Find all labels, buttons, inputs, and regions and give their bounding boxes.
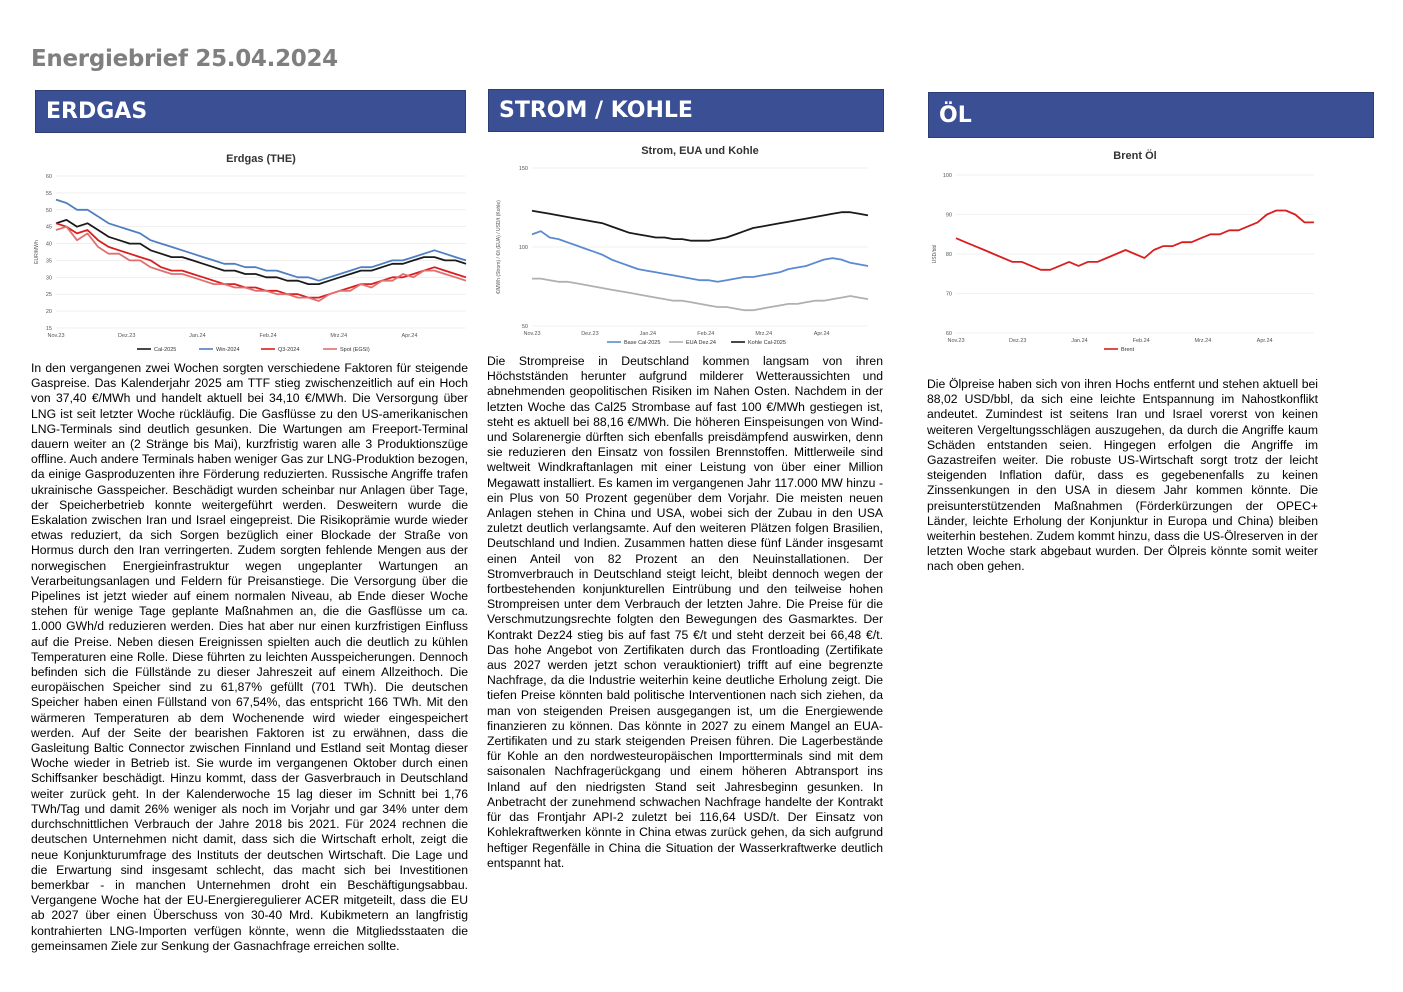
x-tick-label: Jan.24 [1071,338,1088,344]
y-tick-label: 55 [45,190,52,197]
chart-erdgas [30,148,470,358]
series-line-base-cal-2025 [532,231,868,282]
chart-title: Brent Öl [1113,150,1157,162]
x-tick-label: Mrz.24 [755,331,773,337]
y-axis-label: €/MWh (Strom) / €/t (EUA) / USD/t (Kohle) [496,200,502,294]
y-tick-label: 150 [518,166,528,172]
y-tick-label: 100 [518,245,528,251]
section-header-erdgas: ERDGAS [35,90,466,133]
x-tick-label: Apr.24 [1256,338,1273,344]
legend-label: EUA Dez.24 [686,340,716,346]
x-tick-label: Apr.24 [401,333,418,339]
legend-label: Base Cal-2025 [624,340,661,346]
x-tick-label: Dez.23 [581,331,599,337]
text-oel-body: Die Ölpreise haben sich von ihren Hochs entfernt und stehen aktuell bei 88,02 USD/bbl, da sich eine leichte Entspannung im Nahostkonflikt andeutet. Zumindest ist seitens Iran und Israel vorerst von keinen weiteren Vergeltungsschlägen auszugehen, da durch die Angriffe kaum Schäden entstanden seien. Hingegen erfolgen die Angriffe im Gazastreifen weiter. Die robuste US-Wirtschaft sorgt trotz der leicht steigenden Inflation dafür, dass es gegebenenfalls zu keinen Zinssenkungen in den USA in diesem Jahr kommen könnte. Die preisunterstützenden Maßnahmen (Förderkürzungen der OPEC+ Länder, leichte Erholung der Konjunktur in Europa und China) bleiben weiterhin bestehen. Zudem kommt hinzu, dass die US-Ölreserven in der letzten Woche stark abgebaut wurden. Der Ölpreis könnte somit weiter nach oben gehen. [927,377,1318,574]
chart-title: Erdgas (THE) [226,153,296,165]
page-title: Energiebrief 25.04.2024 [31,46,338,72]
y-tick-label: 70 [945,291,952,298]
y-tick-label: 90 [945,212,952,219]
text-erdgas-body: In den vergangenen zwei Wochen sorgten verschiedene Faktoren für steigende Gaspreise. Das Kalenderjahr 2025 am TTF stieg zwischenzeitlich auf ein Hoch von 37,40 €/MWh und handelt aktuell bei 34,10 €/MWh. Die Versorgung über LNG ist seit letzter Woche rückläufig. Die Gasflüsse zu den US-amerikanischen LNG-Terminals sind deutlich gesunken. Die Wartungen am Freeport-Terminal dauern weiter an (2 Stränge bis Mai), kurzfristig waren alle 3 Produktionszüge offline. Auch andere Terminals haben weniger Gas zur LNG-Produktion bezogen, da einige Gasproduzenten ihre Förderung reduzierten. Russische Angriffe trafen ukrainische Gasspeicher. Beschädigt wurden scheinbar nur Anlagen über Tage, der Speicherbetrieb konnte weitergeführt werden. Desweitern wurde die Eskalation zwischen Iran und Israel eingepreist. Die Risikoprämie wurde wieder etwas reduziert, da sich Sorgen bezüglich einer Blockade der Straße von Hormus durch den Iran verringerten. Zudem sorgten fehlende Mengen aus der norwegischen Energieinfrastruktur wegen ungeplanter Wartungen an Verarbeitungsanlagen und Feldern für Preisanstiege. Die Versorgung über die Pipelines ist jetzt wieder auf einem normalen Niveau, ab Ende dieser Woche stehen für wenige Tage geplante Maßnahmen an, die die Gasflüsse um ca. 1.000 GWh/d reduzieren werden. Dies hat aber nur einen kurzfristigen Einfluss auf die Preise. Neben diesen Ereignissen spielten auch die deutlich zu kühlen Temperaturen eine Rolle. Diese führten zu leichten Ausspeicherungen. Dennoch befinden sich die Füllstände zu dieser Jahreszeit auf einem Allzeithoch. Die europäischen Speicher sind zu 61,87% gefüllt (701 TWh). Die deutschen Speicher haben einen Füllstand von 67,54%, das entspricht 166 TWh. Mit den wärmeren Temperaturen ab dem Wochenende wird wieder eingespeichert werden. Auf der Seite der bearishen Faktoren ist zu erwähnen, dass die Gasleitung Baltic Connector zwischen Finnland und Estland seit Montag dieser Woche wieder in Betrieb ist. Sie wurde im vergangenen Oktober durch einen Schiffsanker beschädigt. Hinzu kommt, dass der Gasverbrauch in Deutschland weiter zurück geht. In der Kalenderwoche 15 lag dieser im Schnitt bei 1,76 TWh/Tag und damit 26% weniger als noch im Vorjahr und gar 34% unter dem durchschnittlichen Verbrauch der Jahre 2018 bis 2021. Für 2024 rechnen die deutschen Unternehmen nicht damit, dass sich die Wirtschaft erholt, zeigt die neue Konjunkturumfrage des Instituts der deutschen Wirtschaft. Die Lage und die Erwartung sind insgesamt schlecht, das macht sich bei Investitionen bemerkbar - in manchen Unternehmen droht ein Beschäftigungsabbau. Vergangene Woche hat der EU-Energieregulierer ACER mitgeteilt, dass die EU ab 2027 über einen Überschuss von 30-40 Mrd. Kubikmetern an langfristig kontrahierten LNG-Importen verfügen könnte, wenn die Mitgliedsstaaten die gemeinsamen Ziele zur Senkung der Gasnachfrage erreichen sollte. [31,361,468,953]
x-tick-label: Mrz.24 [1194,338,1212,344]
text-erdgas [31,361,468,954]
chart-title: Strom, EUA und Kohle [641,145,759,157]
x-tick-label: Feb.24 [1132,338,1150,344]
x-tick-label: Jan.24 [189,333,206,339]
x-tick-label: Mrz.24 [330,333,348,339]
x-tick-label: Jan.24 [639,331,657,337]
legend-label: Cal-2025 [154,347,177,353]
y-tick-label: 30 [45,275,52,282]
text-strom [487,354,883,871]
series-line-brent [956,211,1314,270]
y-tick-label: 80 [945,252,952,258]
legend-label: Kohle Cal-2025 [748,340,786,346]
y-tick-label: 35 [45,258,52,265]
text-strom-body: Die Strompreise in Deutschland kommen langsam von ihren Höchstständen herunter aufgrund milderer Wetteraussichten und abnehmenden geopolitischen Risiken im Nahen Osten. Nachdem in der letzten Woche das Cal25 Strombase auf fast 100 €/MWh gestiegen ist, steht es aktuell bei 88,16 €/MWh. Die höheren Einspeisungen von Wind- und Solarenergie dürften sich ebenfalls preisdämpfend auswirken, denn sie reduzieren den Einsatz von fossilen Brennstoffen. Mittlerweile sind weltweit Windkraftanlagen mit einer Leistung von über einer Million Megawatt installiert. Es kamen im vergangenen Jahr 117.000 MW hinzu - ein Plus von 50 Prozent gegenüber dem Vorjahr. Die meisten neuen Anlagen stehen in China und USA, wobei sich der Zubau in den USA zuletzt deutlich verlangsamte. Auf den weiteren Plätzen folgen Brasilien, Deutschland und Indien. Zusammen hatten diese fünf Länder insgesamt einen Anteil von 82 Prozent an den Neuinstallationen. Der Stromverbrauch in Deutschland steigt leicht, bleibt dennoch wegen der fortbestehenden konjunkturellen Eintrübung und den teilweise hohen Strompreisen unter dem Verbrauch der letzten Jahre. Die Preise für die Verschmutzungsrechte folgten den Bewegungen des Gasmarktes. Der Kontrakt Dez24 stieg bis auf fast 75 €/t und steht derzeit bei 66,48 €/t. Das hohe Angebot von Zertifikaten durch das Frontloading (Zertifikate aus 2027 werden jetzt schon verauktioniert) trifft auf eine begrenzte Nachfrage, da die Industrie weiterhin keine deutliche Erholung zeigt. Die tiefen Preise könnten bald politische Interventionen nach sich ziehen, da man von steigenden Preisen ausgegangen ist, um die Energiewende finanzieren zu können. Das könnte in 2027 zu einem Mangel an EUA-Zertifikaten und zu stark steigenden Preisen führen. Die Lagerbestände für Kohle an den nordwesteuropäischen Importterminals sind mit dem saisonalen Nachfragerückgang und einem höheren Abtransport ins Inland auf den niedrigsten Stand seit Jahresbeginn gesunken. In Anbetracht der zunehmend schwachen Nachfrage handelte der Kontrakt für das Frontjahr API-2 zuletzt bei 116,64 USD/t. Der Einsatz von Kohlekraftwerken könnte in China etwas zurück gehen, da sich aufgrund heftiger Regenfälle in China die Situation der Wasserkraftwerke deutlich entspannt hat. [487,354,883,870]
x-tick-label: Feb.24 [259,333,277,339]
y-tick-label: 40 [45,241,52,248]
x-tick-label: Apr.24 [813,331,830,337]
legend-label: Brent [1121,347,1135,353]
y-tick-label: 60 [945,331,952,337]
y-tick-label: 25 [45,292,52,299]
chart-erdgas-svg [30,148,470,358]
x-tick-label: Nov.23 [523,331,541,337]
chart-strom-eua-kohle [488,140,883,352]
section-header-strom-kohle: STROM / KOHLE [488,89,884,132]
y-axis-label: EUR/MWh [34,240,40,264]
chart-brent-svg [928,145,1323,357]
x-tick-label: Nov.23 [47,333,65,339]
legend-label: Win-2024 [216,347,240,353]
text-oel [927,377,1318,575]
series-line-eua-dez-24 [532,279,868,311]
series-line-kohle-cal-2025 [532,211,868,241]
y-tick-label: 45 [45,224,52,231]
y-axis-label: USD/bbl [932,244,938,264]
chart-strom-svg [488,140,883,352]
chart-brent [928,145,1323,357]
legend-label: Spot (EGSI) [340,347,370,353]
legend-label: Q3-2024 [278,347,300,353]
y-tick-label: 50 [521,324,528,330]
x-tick-label: Dez.23 [1009,338,1027,344]
x-tick-label: Feb.24 [697,331,715,337]
y-tick-label: 100 [942,173,952,179]
y-tick-label: 15 [45,326,52,332]
y-tick-label: 50 [45,207,52,214]
y-tick-label: 60 [45,174,52,180]
y-tick-label: 20 [45,309,52,316]
x-tick-label: Nov.23 [947,338,965,344]
section-header-oel: ÖL [928,92,1374,138]
x-tick-label: Dez.23 [117,333,136,339]
